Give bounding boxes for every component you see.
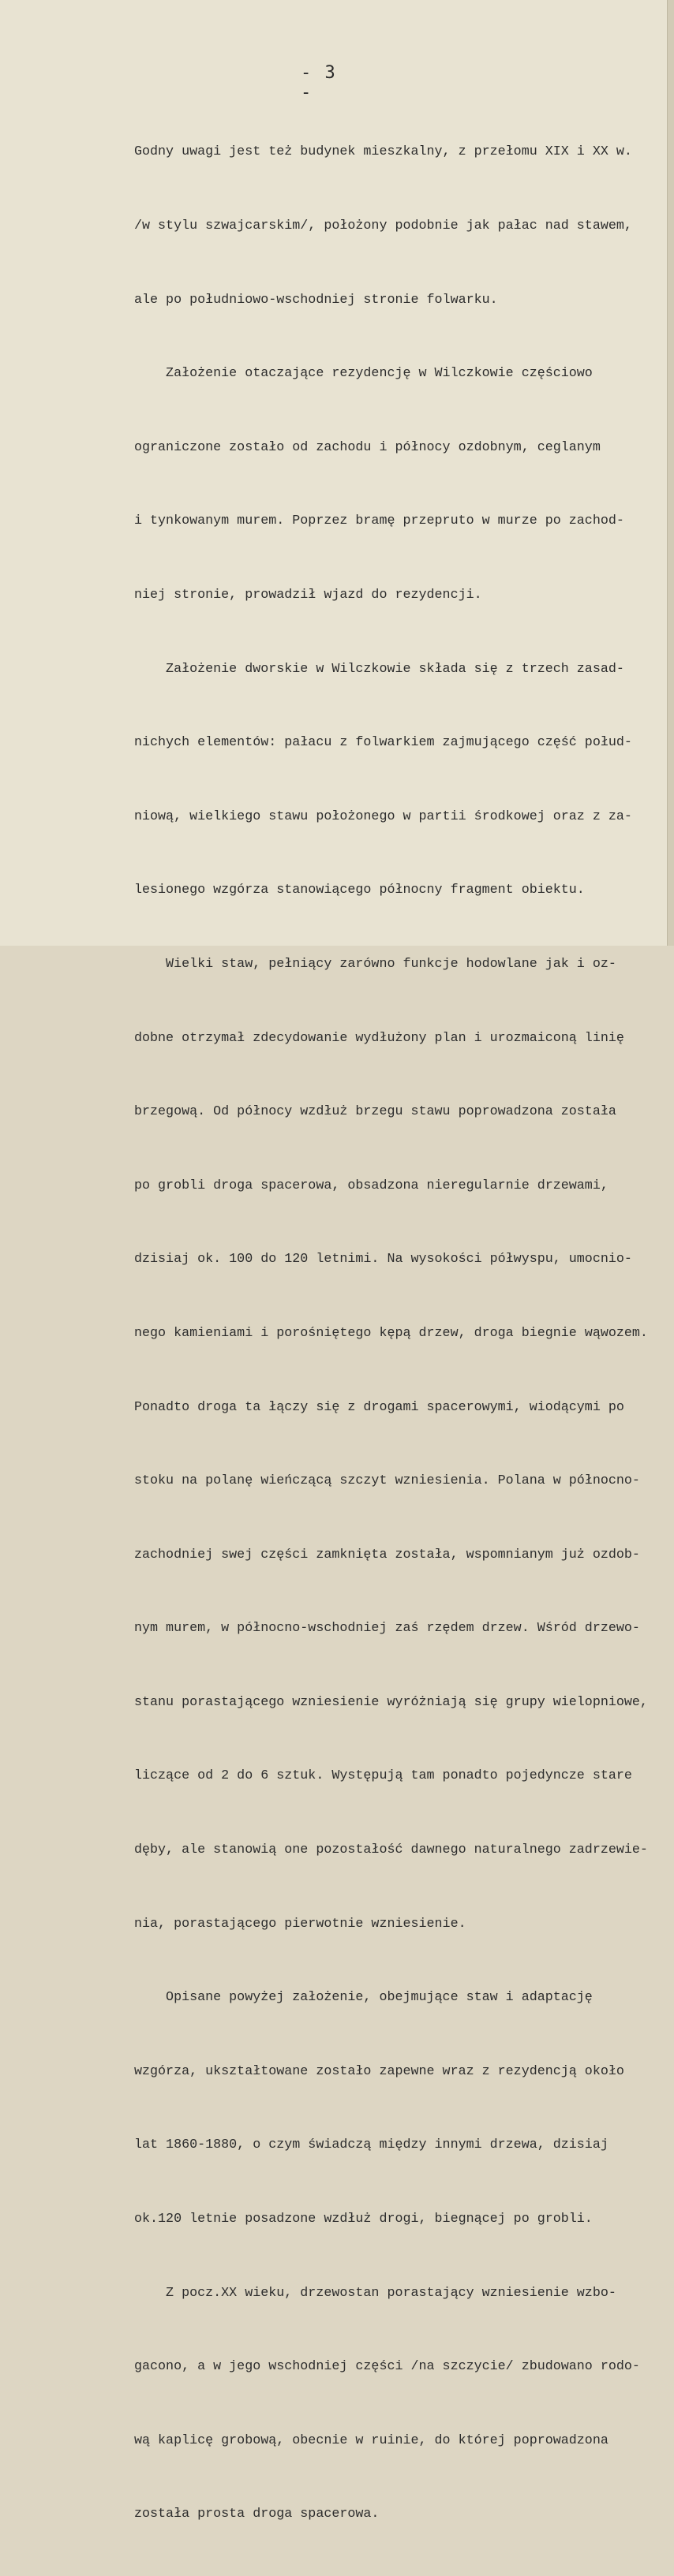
text-line: została prosta droga spacerowa.: [134, 2507, 380, 2522]
text-line: liczące od 2 do 6 sztuk. Występują tam ponadto pojedyncze stare: [134, 1768, 632, 1784]
text-line: wzgórza, ukształtowane zostało zapewne wraz z rezydencją około: [134, 2063, 624, 2079]
typed-text-body: [134, 91, 663, 2576]
text-line: nichych elementów: pałacu z folwarkiem zajmującego część połud-: [134, 735, 632, 751]
text-line: zachodniej swej części zamknięta została, wspomnianym już ozdob-: [134, 1547, 640, 1562]
text-line: stanu porastającego wzniesienie wyróżniają się grupy wielopniowe,: [134, 1694, 648, 1710]
text-line: ale po południowo-wschodniej stronie folwarku.: [134, 292, 498, 308]
text-line: i tynkowanym murem. Poprzez bramę przepruto w murze po zachod-: [134, 513, 624, 529]
text-line: dzisiaj ok. 100 do 120 letnimi. Na wysokości półwyspu, umocnio-: [134, 1252, 632, 1267]
page-edge: [667, 0, 674, 946]
text-line: ok.120 letnie posadzone wzdłuż drogi, biegnącej po grobli.: [134, 2212, 593, 2227]
text-line: Z pocz.XX wieku, drzewostan porastający wzniesienie wzbo-: [134, 2285, 616, 2301]
text-line: nia, porastającego pierwotnie wzniesienie.: [134, 1916, 466, 1932]
text-line: lesionego wzgórza stanowiącego północny fragment obiektu.: [134, 883, 585, 898]
text-line: dęby, ale stanowią one pozostałość dawnego naturalnego zadrzewie-: [134, 1842, 648, 1858]
text-line: /w stylu szwajcarskim/, położony podobnie jak pałac nad stawem,: [134, 218, 632, 233]
text-line: Godny uwagi jest też budynek mieszkalny, z przełomu XIX i XX w.: [134, 144, 632, 160]
text-line: nego kamieniami i porośniętego kępą drzew, droga biegnie wąwozem.: [134, 1325, 648, 1341]
text-line: lat 1860-1880, o czym świadczą między innymi drzewa, dzisiaj: [134, 2137, 608, 2153]
text-line: Założenie dworskie w Wilczkowie składa się z trzech zasad-: [134, 661, 624, 677]
text-line: gacono, a w jego wschodniej części /na szczycie/ zbudowano rodo-: [134, 2359, 640, 2375]
text-line: po grobli droga spacerowa, obsadzona nieregularnie drzewami,: [134, 1178, 608, 1193]
text-line: dobne otrzymał zdecydowanie wydłużony plan i urozmaiconą linię: [134, 1030, 624, 1046]
text-line: Wielki staw, pełniący zarówno funkcje hodowlane jak i oz-: [134, 956, 616, 972]
page-number: - 3 -: [301, 63, 337, 103]
text-line: Ponadto droga ta łączy się z drogami spacerowymi, wiodącymi po: [134, 1399, 624, 1415]
text-line: Opisane powyżej założenie, obejmujące staw i adaptację: [134, 1990, 593, 2006]
text-line: nym murem, w północno-wschodniej zaś rzędem drzew. Wśród drzewo-: [134, 1621, 640, 1637]
text-line: niej stronie, prowadził wjazd do rezydencji.: [134, 587, 482, 603]
text-line: stoku na polanę wieńczącą szczyt wzniesienia. Polana w północno-: [134, 1473, 640, 1489]
text-line: ograniczone zostało od zachodu i północy ozdobnym, ceglanym: [134, 439, 601, 455]
text-line: Założenie otaczające rezydencję w Wilczkowie częściowo: [134, 366, 593, 382]
text-line: niową, wielkiego stawu położonego w partii środkowej oraz z za-: [134, 808, 632, 824]
text-line: brzegową. Od północy wzdłuż brzegu stawu poprowadzona została: [134, 1104, 616, 1120]
text-line: wą kaplicę grobową, obecnie w ruinie, do której poprowadzona: [134, 2432, 608, 2448]
